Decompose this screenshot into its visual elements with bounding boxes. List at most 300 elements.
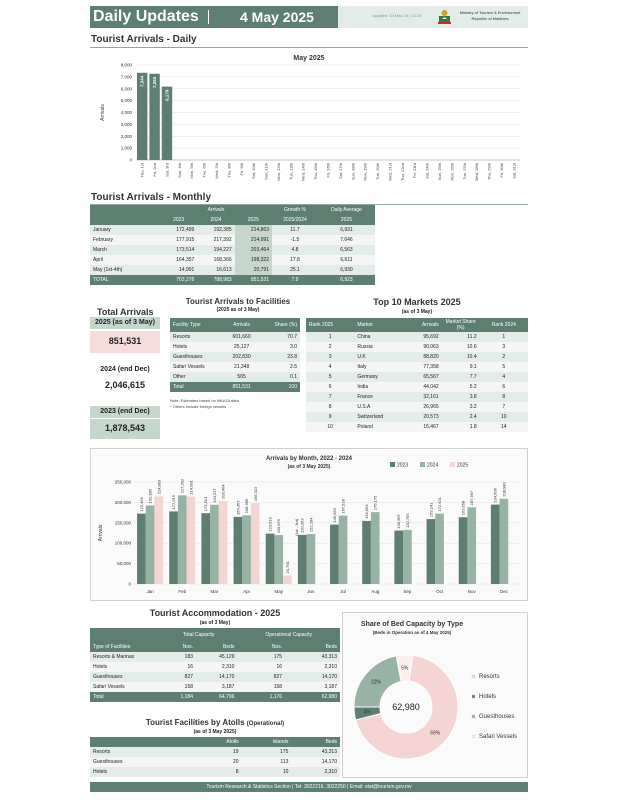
monthly-2024: 194,227 bbox=[197, 245, 234, 255]
market-share: 9.1 bbox=[442, 362, 480, 372]
pie-center-total: 62,980 bbox=[392, 702, 420, 712]
monthly-2025: 198,322 bbox=[235, 255, 272, 265]
daily-y-tick: 8,000 bbox=[120, 62, 132, 68]
pie-legend-swatch bbox=[472, 695, 475, 698]
monthly-daily: 6,611 bbox=[318, 255, 375, 265]
acc-row bbox=[90, 652, 340, 662]
market-arrivals: 15,467 bbox=[405, 422, 441, 432]
legend-swatch-2024 bbox=[420, 462, 425, 467]
market-name: Switzerland bbox=[354, 412, 405, 422]
month-bar-2023 bbox=[234, 517, 243, 584]
month-chart-title: Arrivals by Month, 2022 - 2024 bbox=[265, 456, 353, 462]
market-name: U.K bbox=[354, 352, 405, 362]
atolls-table bbox=[90, 737, 340, 777]
month-bar-label: 164,357 bbox=[235, 500, 241, 515]
daily-x-tick: Sat, 17th bbox=[337, 162, 343, 180]
acc-total-oper-nos: 1,176 bbox=[237, 692, 285, 702]
acc-row bbox=[90, 682, 340, 692]
monthly-row bbox=[90, 225, 375, 235]
legend-label: 2024 bbox=[427, 462, 439, 469]
month-bar-label: 187,967 bbox=[469, 490, 475, 506]
acc-total-row bbox=[90, 692, 340, 702]
market-rank: 5 bbox=[306, 372, 354, 382]
acc-col: Beds bbox=[196, 642, 237, 652]
monthly-total-daily: 6,923 bbox=[318, 275, 375, 285]
daily-x-tick: Mon, 19th bbox=[362, 163, 368, 181]
daily-x-tick: Wed, 14th bbox=[300, 163, 306, 182]
monthly-2024: 16,613 bbox=[197, 265, 234, 275]
month-bar-label: 119,875 bbox=[276, 518, 282, 534]
market-name: U.S.A bbox=[354, 402, 405, 412]
acc-total-beds: 64,796 bbox=[196, 692, 237, 702]
monthly-section-title: Tourist Arrivals - Monthly bbox=[91, 192, 212, 203]
total-2023-value: 1,878,543 bbox=[104, 423, 146, 433]
monthly-col: 2025 bbox=[318, 215, 375, 225]
daily-x-tick: Fri, 9th bbox=[238, 163, 244, 176]
market-rank-2024: 3 bbox=[480, 342, 528, 352]
month-bar-label: 145,620 bbox=[331, 508, 337, 523]
acc-type: Hotels bbox=[90, 662, 160, 672]
acc-oper-nos: 827 bbox=[237, 672, 285, 682]
atoll-type: Guesthouses bbox=[90, 757, 200, 767]
monthly-2025: 214,091 bbox=[235, 235, 272, 245]
monthly-head-arrivals: Arrivals bbox=[160, 205, 272, 215]
month-bar-label: 132,795 bbox=[404, 513, 410, 528]
acc-col: Beds bbox=[285, 642, 340, 652]
monthly-total-label: TOTAL bbox=[90, 275, 160, 285]
daily-x-tick: Wed, 7th bbox=[214, 163, 220, 179]
monthly-head-growth: Growth % bbox=[272, 205, 318, 215]
legend-swatch-2023 bbox=[390, 462, 395, 467]
month-bar-label: 20,791 bbox=[284, 561, 290, 574]
acc-oper-nos: 158 bbox=[237, 682, 285, 692]
month-x-tick: Feb bbox=[178, 589, 187, 594]
monthly-col: 2025 bbox=[235, 215, 272, 225]
pie-legend-swatch bbox=[472, 735, 475, 738]
monthly-growth: -1.5 bbox=[272, 235, 318, 245]
pie-slice-label: 5% bbox=[401, 665, 409, 672]
monthly-daily: 6,930 bbox=[318, 265, 375, 275]
monthly-total-row bbox=[90, 275, 375, 285]
markets-subtitle: (as of 3 May) bbox=[401, 309, 433, 315]
daily-x-tick: Fri, 2nd bbox=[152, 163, 158, 177]
facility-arrivals: 601,660 bbox=[224, 332, 259, 342]
monthly-daily: 6,931 bbox=[318, 225, 375, 235]
facility-arrivals: 25,127 bbox=[224, 342, 259, 352]
facilities-note-other: * Others include foreign vessels bbox=[170, 404, 227, 409]
market-arrivals: 95,692 bbox=[405, 332, 441, 342]
ministry-emblem-icon bbox=[437, 8, 452, 25]
month-x-tick: Apr bbox=[243, 589, 251, 594]
monthly-month: March bbox=[90, 245, 160, 255]
month-bar-2023 bbox=[330, 525, 339, 584]
market-row bbox=[306, 382, 528, 392]
market-rank: 9 bbox=[306, 412, 354, 422]
atoll-beds: 14,170 bbox=[291, 757, 340, 767]
month-bar-label: 163,658 bbox=[460, 500, 466, 516]
month-x-tick: Aug bbox=[371, 589, 380, 594]
market-arrivals: 20,573 bbox=[405, 412, 441, 422]
atolls-title-text: Tourist Facilities by Atolls bbox=[145, 718, 245, 727]
month-y-tick: 150,000 bbox=[114, 520, 131, 526]
atoll-islands: 10 bbox=[242, 767, 292, 777]
daily-x-tick: Fri, 16th bbox=[325, 163, 331, 178]
month-bar-label: 203,464 bbox=[220, 484, 226, 499]
acc-beds: 3,187 bbox=[196, 682, 237, 692]
month-bar-2023 bbox=[201, 513, 210, 584]
month-bar-2023 bbox=[266, 534, 275, 584]
facility-type: Guesthouses bbox=[170, 352, 224, 362]
legend-label: 2025 bbox=[457, 462, 469, 469]
month-bar-label: 130,967 bbox=[396, 514, 402, 529]
daily-bar-label: 6,179 bbox=[164, 89, 170, 101]
month-bar-2023 bbox=[491, 505, 500, 584]
acc-type: Safari Vessels bbox=[90, 682, 160, 692]
daily-x-tick: Tue, 13th bbox=[288, 163, 294, 180]
month-bar-2025 bbox=[154, 496, 163, 584]
atoll-islands: 113 bbox=[242, 757, 292, 767]
pie-slice-label: 22% bbox=[370, 679, 381, 686]
daily-y-tick: 6,000 bbox=[120, 86, 132, 92]
facilities-col: Facility Type bbox=[170, 318, 224, 332]
acc-nos: 183 bbox=[160, 652, 196, 662]
daily-y-tick: 5,000 bbox=[120, 98, 132, 104]
acc-nos: 158 bbox=[160, 682, 196, 692]
daily-x-tick: Sat, 31st bbox=[511, 163, 517, 179]
daily-x-tick: Sun, 25th bbox=[436, 163, 442, 181]
acc-oper-nos: 175 bbox=[237, 652, 285, 662]
daily-y-tick: 1,000 bbox=[120, 145, 132, 151]
facility-type: Safari Vessels bbox=[170, 362, 224, 372]
markets-col: Market Share (%) bbox=[442, 318, 480, 332]
monthly-blank-head bbox=[90, 205, 160, 215]
atoll-type: Hotels bbox=[90, 767, 200, 777]
facilities-col: Arrivals bbox=[224, 318, 259, 332]
monthly-col: 2023 bbox=[160, 215, 197, 225]
month-bar-2024 bbox=[467, 507, 476, 584]
daily-x-tick: Fri, 23rd bbox=[412, 163, 418, 178]
atoll-beds: 2,310 bbox=[291, 767, 340, 777]
daily-section-title: Tourist Arrivals - Daily bbox=[91, 34, 197, 45]
month-x-tick: Sep bbox=[403, 589, 412, 594]
market-rank-2024: 5 bbox=[480, 362, 528, 372]
daily-y-tick: 7,000 bbox=[120, 74, 132, 80]
acc-type: Guesthouses bbox=[90, 672, 160, 682]
month-bar-2024 bbox=[371, 512, 380, 584]
atoll-count: 20 bbox=[200, 757, 242, 767]
month-bar-label: 168,366 bbox=[244, 498, 250, 514]
facilities-table bbox=[170, 318, 300, 392]
facility-row bbox=[170, 362, 300, 372]
daily-bar-label: 7,344 bbox=[139, 75, 145, 88]
month-bar-label: 208,980 bbox=[501, 482, 507, 497]
month-bar-label: 217,392 bbox=[179, 478, 185, 494]
facility-arrivals: 202,830 bbox=[224, 352, 259, 362]
monthly-total-2024: 788,983 bbox=[197, 275, 234, 285]
monthly-growth: 25.1 bbox=[272, 265, 318, 275]
acc-total-nos: 1,184 bbox=[160, 692, 196, 702]
market-share: 2.4 bbox=[442, 412, 480, 422]
facility-type: Hotels bbox=[170, 342, 224, 352]
acc-oper-beds: 43,313 bbox=[285, 652, 340, 662]
accommodation-title: Tourist Accommodation - 2025 bbox=[149, 608, 281, 618]
monthly-head-daily: Daily Average bbox=[318, 205, 375, 215]
market-name: Germany bbox=[354, 372, 405, 382]
facility-share: 23.8 bbox=[259, 352, 300, 362]
daily-x-tick: Wed, 21st bbox=[387, 163, 393, 181]
markets-col: Arrivals bbox=[405, 318, 441, 332]
monthly-total-2025: 851,531 bbox=[235, 275, 272, 285]
acc-head-oper: Operational Capacity bbox=[237, 628, 340, 642]
month-may-note: (1st - 3rd) bbox=[293, 518, 299, 536]
daily-y-tick: 2,000 bbox=[120, 133, 132, 139]
monthly-row bbox=[90, 245, 375, 255]
facility-share: 3.0 bbox=[259, 342, 300, 352]
market-row bbox=[306, 392, 528, 402]
markets-title: Top 10 Markets 2025 bbox=[373, 297, 461, 307]
market-share: 3.2 bbox=[442, 402, 480, 412]
month-bar-label: 192,385 bbox=[147, 489, 153, 504]
pie-legend-label: Hotels bbox=[479, 694, 497, 700]
month-bar-label: 194,606 bbox=[492, 488, 498, 503]
monthly-month: February bbox=[90, 235, 160, 245]
monthly-table bbox=[90, 205, 375, 285]
market-share: 3.8 bbox=[442, 392, 480, 402]
market-rank: 10 bbox=[306, 422, 354, 432]
market-arrivals: 88,820 bbox=[405, 352, 441, 362]
total-arrivals-title: Total Arrivals bbox=[97, 307, 154, 317]
month-y-tick: 50,000 bbox=[117, 561, 131, 567]
facility-share: 0.1 bbox=[259, 372, 300, 382]
monthly-row bbox=[90, 255, 375, 265]
daily-y-tick: 3,000 bbox=[120, 121, 132, 127]
daily-x-tick: Mon, 12th bbox=[275, 163, 281, 181]
atoll-row bbox=[90, 767, 340, 777]
footer-bar: Tourism Research & Statistics Section | Tel: 3022216, 3022250 | Email: stat@tourism.gov.mv bbox=[90, 782, 528, 792]
month-x-tick: Jun bbox=[307, 589, 315, 594]
month-bar-label: 176,175 bbox=[372, 495, 378, 511]
monthly-row bbox=[90, 235, 375, 245]
acc-col: Nos. bbox=[237, 642, 285, 652]
month-bar-2025 bbox=[251, 503, 260, 584]
daily-divider bbox=[90, 47, 528, 48]
monthly-month: January bbox=[90, 225, 160, 235]
atoll-count: 19 bbox=[200, 747, 242, 757]
daily-x-tick: Tue, 27th bbox=[461, 163, 467, 180]
page-date: 4 May 2025 bbox=[240, 9, 314, 25]
monthly-2025: 203,464 bbox=[235, 245, 272, 255]
month-x-tick: Mar bbox=[210, 589, 219, 594]
month-bar-label: 194,227 bbox=[211, 488, 217, 503]
facility-row bbox=[170, 372, 300, 382]
facilities-col: Share (%) bbox=[259, 318, 300, 332]
market-rank-2024: 10 bbox=[480, 412, 528, 422]
market-arrivals: 90,063 bbox=[405, 342, 441, 352]
facilities-total-share: 100 bbox=[259, 382, 300, 392]
monthly-2025: 214,863 bbox=[235, 225, 272, 235]
market-arrivals: 32,161 bbox=[405, 392, 441, 402]
month-bar-2024 bbox=[307, 534, 316, 584]
monthly-month: May (1st-4th) bbox=[90, 265, 160, 275]
atoll-row bbox=[90, 747, 340, 757]
month-bar-label: 159,141 bbox=[428, 502, 434, 518]
daily-x-tick: Wed, 28th bbox=[474, 163, 480, 182]
total-2025-label: 2025 (as of 3 May) bbox=[95, 319, 155, 326]
monthly-daily: 6,563 bbox=[318, 245, 375, 255]
market-row bbox=[306, 422, 528, 432]
facility-type: Resorts bbox=[170, 332, 224, 342]
market-rank: 1 bbox=[306, 332, 354, 342]
accommodation-table bbox=[90, 628, 340, 702]
markets-table bbox=[306, 318, 528, 432]
markets-col: Market bbox=[354, 318, 405, 332]
monthly-2024: 192,385 bbox=[197, 225, 234, 235]
facility-arrivals: 565 bbox=[224, 372, 259, 382]
total-2025-value: 851,531 bbox=[108, 336, 142, 346]
daily-x-tick: Thu, 1st bbox=[139, 163, 145, 178]
daily-x-tick: Tue, 6th bbox=[201, 163, 207, 178]
market-row bbox=[306, 342, 528, 352]
market-rank-2024: 1 bbox=[480, 332, 528, 342]
market-row bbox=[306, 372, 528, 382]
monthly-growth: 17.8 bbox=[272, 255, 318, 265]
monthly-total-growth: 7.9 bbox=[272, 275, 318, 285]
month-bar-2024 bbox=[178, 495, 187, 584]
atoll-type: Resorts bbox=[90, 747, 200, 757]
facility-arrivals: 21,348 bbox=[224, 362, 259, 372]
market-share: 10.6 bbox=[442, 342, 480, 352]
arrivals-by-month-chart bbox=[90, 448, 528, 601]
daily-x-tick: Thu, 15th bbox=[313, 163, 319, 180]
market-arrivals: 26,965 bbox=[405, 402, 441, 412]
month-bar-label: 177,915 bbox=[171, 494, 177, 510]
month-bar-2024 bbox=[242, 515, 251, 584]
pie-slice-label: 69% bbox=[430, 730, 441, 737]
atoll-beds: 43,313 bbox=[291, 747, 340, 757]
market-name: India bbox=[354, 382, 405, 392]
month-bar-2025 bbox=[187, 497, 196, 584]
ministry-line2: Republic of Maldives bbox=[471, 16, 509, 21]
month-bar-2024 bbox=[210, 505, 219, 584]
market-rank: 2 bbox=[306, 342, 354, 352]
markets-col: Rank 2024 bbox=[480, 318, 528, 332]
daily-x-tick: Mon, 5th bbox=[189, 163, 195, 179]
month-bar-label: 120,363 bbox=[299, 518, 305, 533]
monthly-2025: 20,791 bbox=[235, 265, 272, 275]
facility-share: 2.5 bbox=[259, 362, 300, 372]
monthly-growth: 11.7 bbox=[272, 225, 318, 235]
atolls-subtitle: (as of 3 May 2025) bbox=[193, 729, 237, 735]
month-bar-2023 bbox=[362, 521, 371, 584]
daily-y-tick: 4,000 bbox=[120, 110, 132, 115]
updated-timestamp: Updated: 04 May 25 | 10:24 bbox=[372, 13, 422, 18]
month-x-tick: Jan bbox=[146, 589, 154, 594]
acc-head-total: Total Capacity bbox=[160, 628, 237, 642]
month-bar-label: 154,654 bbox=[364, 504, 370, 519]
acc-nos: 827 bbox=[160, 672, 196, 682]
daily-x-tick: Sun, 11th bbox=[263, 163, 269, 180]
month-bar-2024 bbox=[274, 535, 283, 584]
accommodation-subtitle: (as of 3 May) bbox=[199, 620, 231, 626]
pie-legend-label: Guesthouses bbox=[479, 714, 515, 720]
market-name: France bbox=[354, 392, 405, 402]
daily-y-tick: 0 bbox=[129, 157, 132, 163]
monthly-blank-sub bbox=[90, 215, 160, 225]
pie-legend-swatch bbox=[472, 675, 475, 678]
total-2024-value: 2,046,615 bbox=[104, 380, 146, 390]
atolls-col: Atolls bbox=[200, 737, 242, 747]
month-bar-label: 123,519 bbox=[267, 517, 273, 532]
monthly-total-2023: 703,276 bbox=[160, 275, 197, 285]
market-rank: 6 bbox=[306, 382, 354, 392]
market-share: 7.7 bbox=[442, 372, 480, 382]
market-rank-2024: 7 bbox=[480, 402, 528, 412]
month-bar-label: 167,528 bbox=[340, 499, 346, 514]
market-arrivals: 77,358 bbox=[405, 362, 441, 372]
daily-x-tick: Thu, 22nd bbox=[399, 163, 405, 182]
ministry-line1: Ministry of Tourism & Environment bbox=[459, 10, 521, 15]
monthly-col: 2025/2024 bbox=[272, 215, 318, 225]
ministry-name bbox=[452, 10, 528, 22]
acc-oper-nos: 16 bbox=[237, 662, 285, 672]
bed-share-chart bbox=[342, 612, 528, 778]
facility-row bbox=[170, 342, 300, 352]
pie-legend-label: Safari Vessels bbox=[479, 734, 518, 740]
daily-x-tick: Sun, 18th bbox=[350, 163, 356, 181]
acc-oper-beds: 3,187 bbox=[285, 682, 340, 692]
header-separator bbox=[208, 10, 209, 24]
month-y-tick: 250,000 bbox=[114, 479, 131, 485]
pie-legend-label: Resorts bbox=[479, 674, 500, 680]
market-share: 1.8 bbox=[442, 422, 480, 432]
month-bar-2025 bbox=[283, 576, 292, 584]
atolls-col: Islands bbox=[242, 737, 292, 747]
month-bar-2023 bbox=[298, 535, 307, 584]
market-rank-2024: 4 bbox=[480, 372, 528, 382]
market-rank-2024: 8 bbox=[480, 392, 528, 402]
market-rank: 4 bbox=[306, 362, 354, 372]
total-2023-label: 2023 (end Dec) bbox=[100, 408, 150, 415]
month-bar-label: 214,091 bbox=[188, 480, 194, 495]
acc-oper-beds: 2,310 bbox=[285, 662, 340, 672]
pie-title: Share of Bed Capacity by Type bbox=[360, 621, 464, 628]
acc-col: Nos. bbox=[160, 642, 196, 652]
monthly-2023: 173,514 bbox=[160, 245, 197, 255]
monthly-growth: 4.8 bbox=[272, 245, 318, 255]
daily-x-tick: Sat, 3rd bbox=[164, 163, 170, 178]
market-name: China bbox=[354, 332, 405, 342]
monthly-2024: 217,392 bbox=[197, 235, 234, 245]
atoll-count: 8 bbox=[200, 767, 242, 777]
month-bar-2023 bbox=[394, 531, 403, 584]
month-bar-2024 bbox=[500, 499, 509, 584]
market-name: Italy bbox=[354, 362, 405, 372]
monthly-col: 2024 bbox=[197, 215, 234, 225]
market-share: 10.4 bbox=[442, 352, 480, 362]
atoll-row bbox=[90, 757, 340, 767]
month-bar-2024 bbox=[403, 530, 412, 584]
pie-slice-label: 4% bbox=[363, 709, 371, 716]
monthly-2024: 168,366 bbox=[197, 255, 234, 265]
month-bar-2024 bbox=[435, 514, 444, 584]
market-rank-2024: 2 bbox=[480, 352, 528, 362]
facility-row bbox=[170, 352, 300, 362]
acc-blank-head bbox=[90, 628, 160, 642]
month-bar-label: 214,863 bbox=[156, 479, 162, 495]
market-share: 11.2 bbox=[442, 332, 480, 342]
market-share: 5.2 bbox=[442, 382, 480, 392]
market-rank-2024: 6 bbox=[480, 382, 528, 392]
